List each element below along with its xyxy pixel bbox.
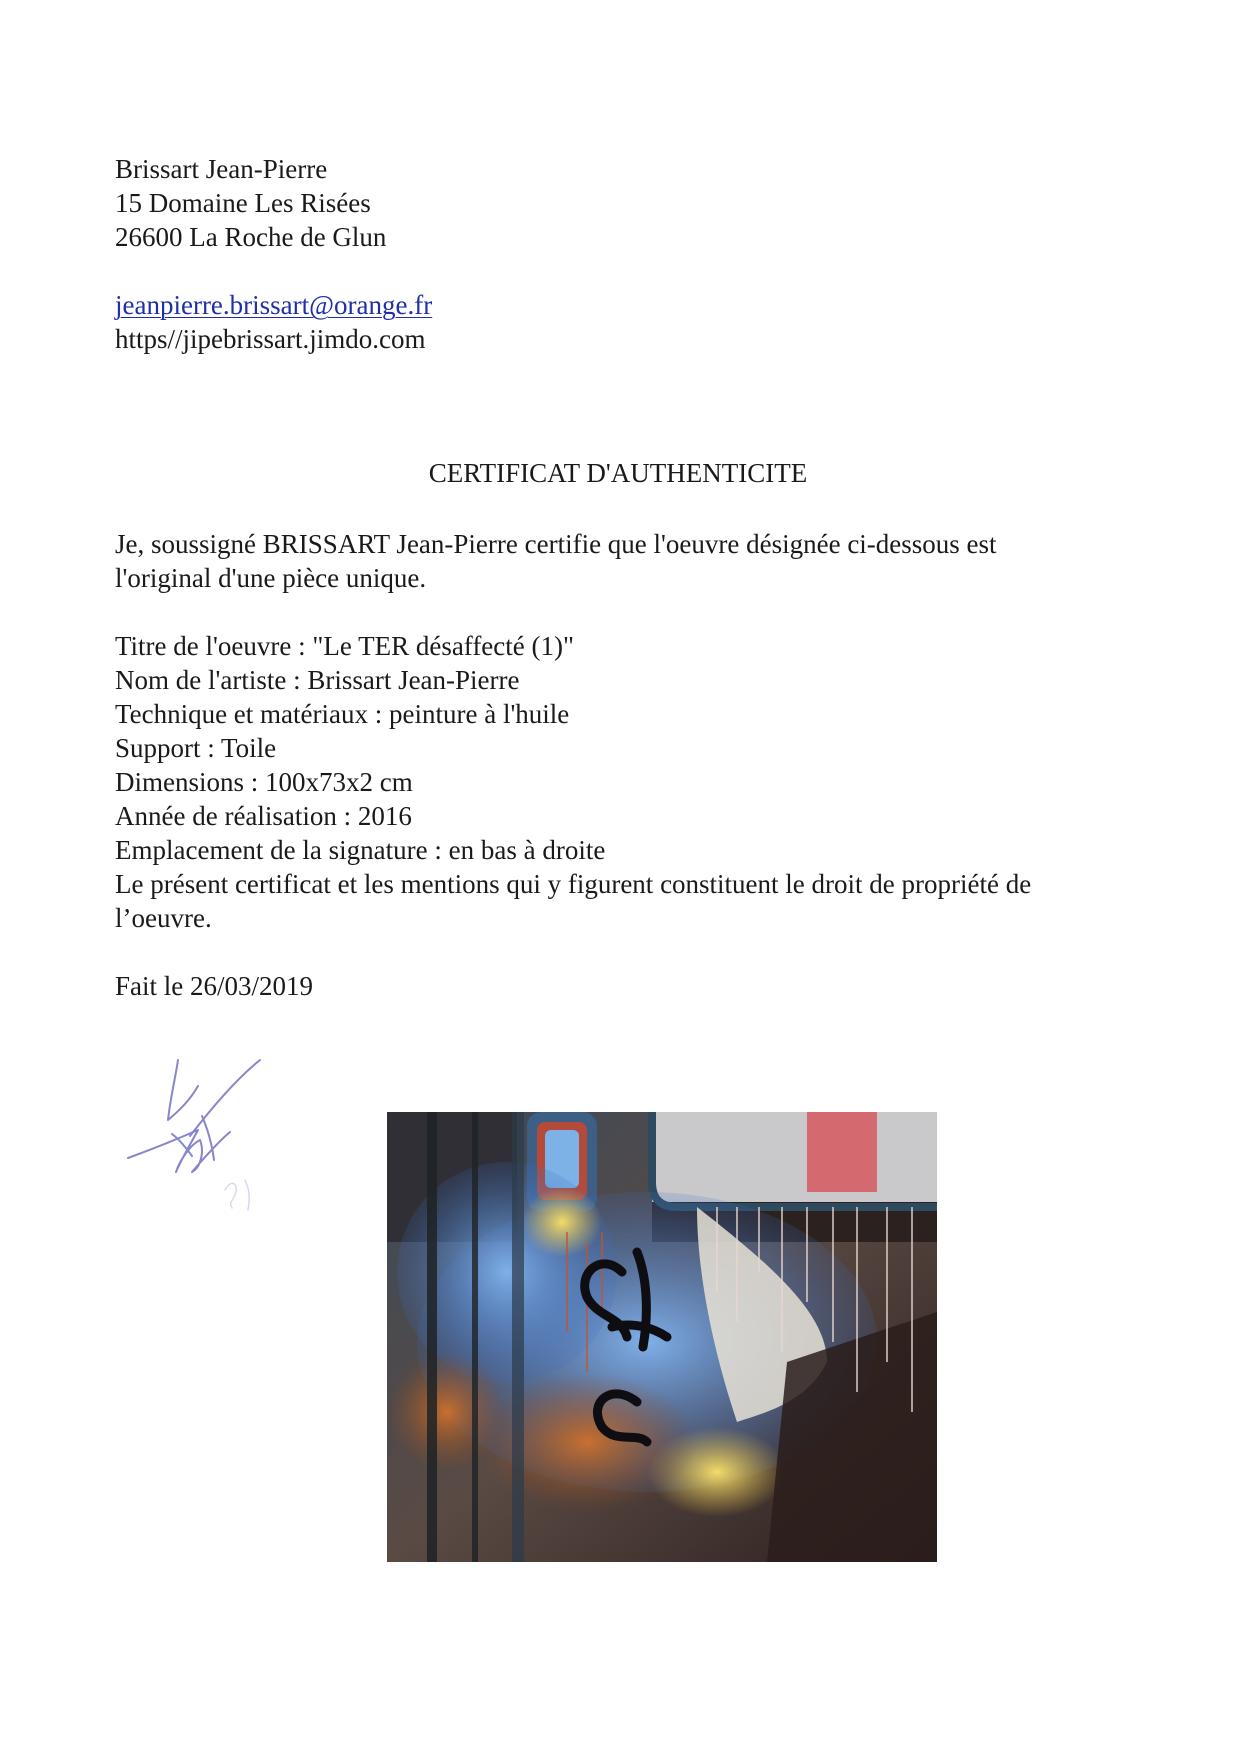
certificate-title: CERTIFICAT D'AUTHENTICITE bbox=[428, 458, 808, 488]
sender-email-link[interactable]: jeanpierre.brissart@orange.fr bbox=[115, 290, 433, 320]
artwork-title-line: Titre de l'oeuvre : "Le TER désaffecté (1)" bbox=[115, 631, 575, 661]
support-line: Support : Toile bbox=[115, 733, 277, 763]
technique-line: Technique et matériaux : peinture à l'huile bbox=[115, 699, 570, 729]
intro-line-1: Je, soussigné BRISSART Jean-Pierre certifie que l'oeuvre désignée ci-dessous est bbox=[115, 529, 997, 559]
sender-city: 26600 La Roche de Glun bbox=[115, 222, 387, 252]
sender-name: Brissart Jean-Pierre bbox=[115, 154, 328, 184]
dimensions-line: Dimensions : 100x73x2 cm bbox=[115, 767, 413, 797]
intro-line-2: l'original d'une pièce unique. bbox=[115, 563, 427, 593]
date-line: Fait le 26/03/2019 bbox=[115, 971, 313, 1001]
artwork-photo bbox=[387, 1112, 937, 1562]
ownership-line-2: l’oeuvre. bbox=[115, 903, 212, 933]
handwritten-signature bbox=[120, 1040, 290, 1220]
artist-name-line: Nom de l'artiste : Brissart Jean-Pierre bbox=[115, 665, 520, 695]
sender-website: https//jipebrissart.jimdo.com bbox=[115, 324, 426, 354]
year-line: Année de réalisation : 2016 bbox=[115, 801, 412, 831]
ownership-line-1: Le présent certificat et les mentions qui y figurent constituent le droit de propriété de bbox=[115, 869, 1032, 899]
signature-location-line: Emplacement de la signature : en bas à droite bbox=[115, 835, 606, 865]
sender-street: 15 Domaine Les Risées bbox=[115, 188, 371, 218]
